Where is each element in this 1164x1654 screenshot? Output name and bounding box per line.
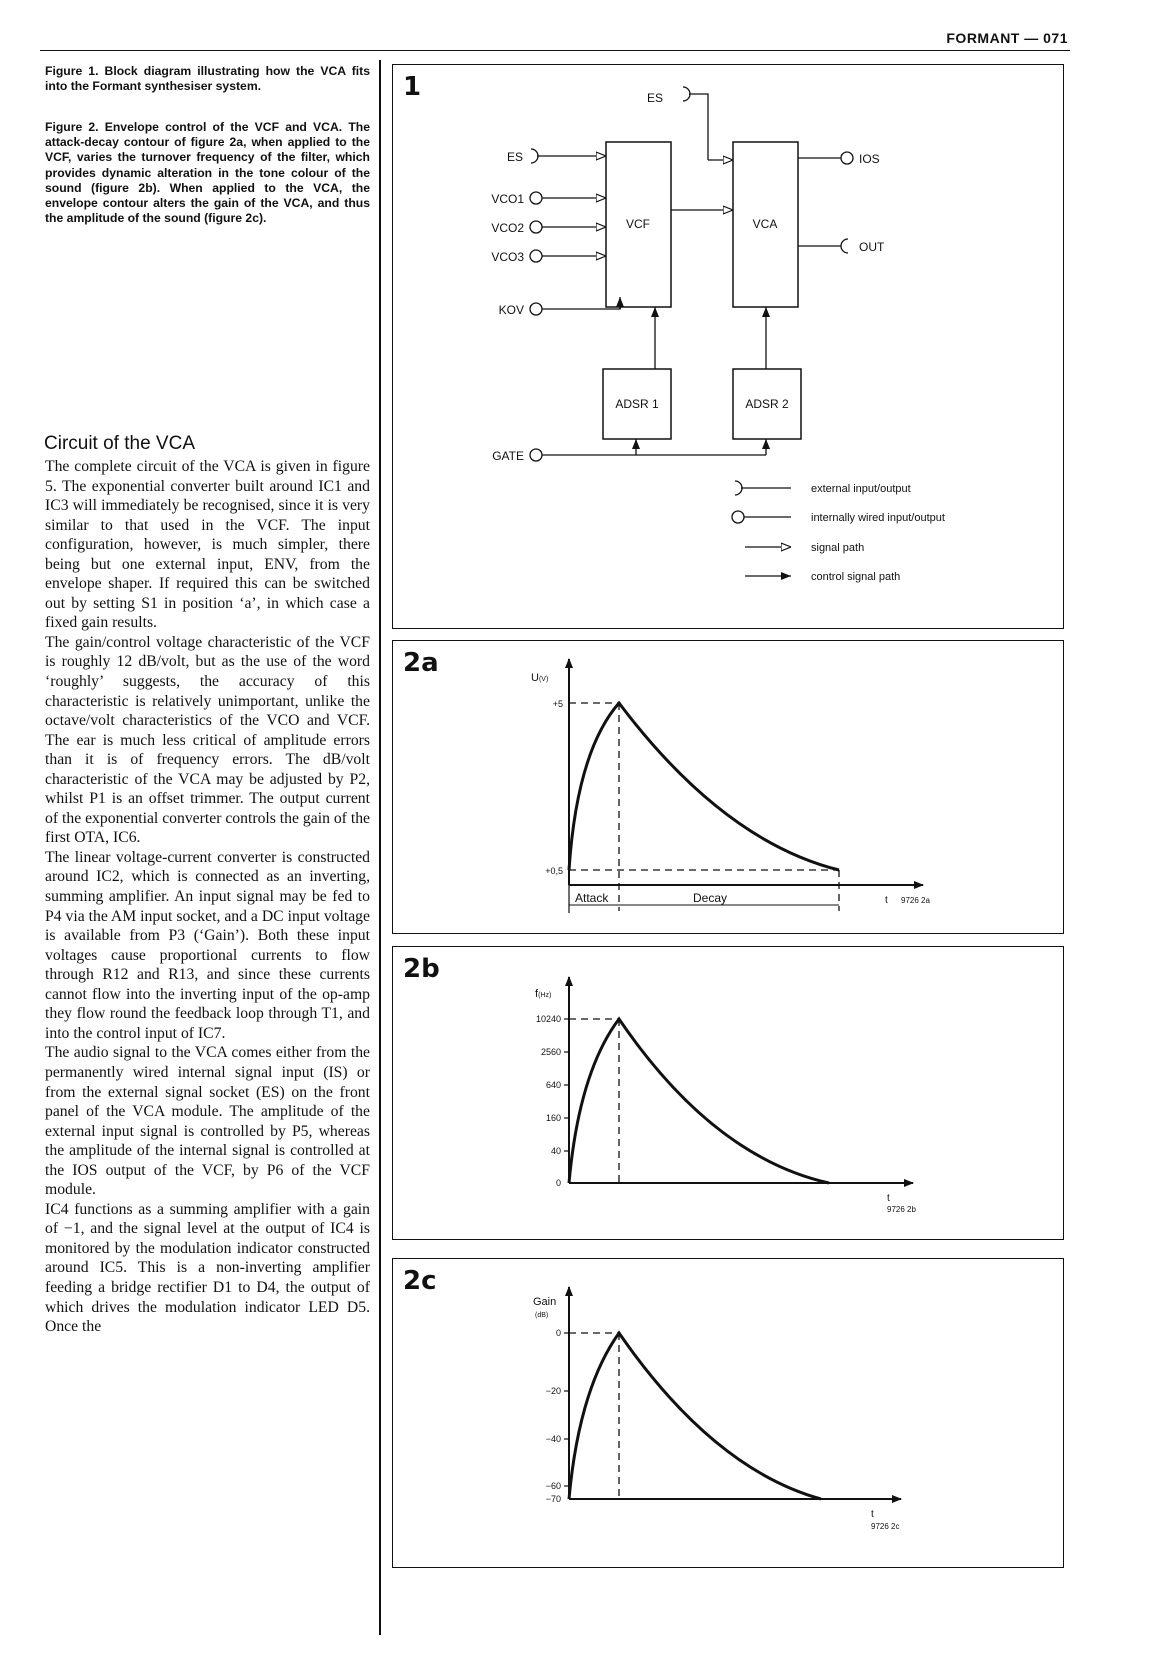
figure-1-caption: Figure 1. Block diagram illustrating how the VCA fits into the Formant synthesiser system. [45, 64, 370, 94]
gain-plot [393, 1259, 1065, 1569]
port-ios: IOS [859, 152, 880, 166]
figure-2b-panel [392, 946, 1064, 1240]
x-axis-label: t [871, 1509, 874, 1520]
running-title: FORMANT — 071 [946, 30, 1068, 46]
legend-external: external input/output [811, 483, 911, 495]
tick-label: −40 [545, 1434, 561, 1444]
paragraph: The audio signal to the VCA comes either from the permanently wired internal signal input (IS) or from the external signal socket (ES) on the front panel of the VCA module. The amplitude of the external input signal is controlled by P5, whereas the amplitude of the internal signal is controlled at the IOS output of the VCF, by P6 of the VCF module. [45, 1044, 370, 1199]
tick-label: 40 [550, 1146, 561, 1156]
gate-jack [530, 449, 542, 461]
y-axis-unit: (dB) [535, 1312, 549, 1319]
kov-jack [530, 303, 542, 315]
y-axis-label: U(V) [531, 672, 549, 684]
x-axis-label: t [887, 1193, 890, 1204]
figure-code: 9726 2c [871, 1522, 900, 1531]
vco1-jack [530, 192, 542, 204]
legend-external-symbol [735, 481, 742, 495]
tick-label: −60 [545, 1481, 561, 1491]
port-vco2: VCO2 [491, 221, 524, 235]
tick-label: −20 [545, 1386, 561, 1396]
gain-curve [569, 1333, 821, 1499]
legend-internal: internally wired input/output [811, 512, 945, 524]
wire [689, 94, 708, 160]
tick-label: 160 [545, 1113, 561, 1123]
attack-label: Attack [575, 891, 609, 905]
paragraph: The linear voltage-current converter is constructed around IC2, which is connected as an inverting, summing amplifier. An input signal may be fed to P4 via the AM input socket, and a DC input voltage is available from P3 (‘Gain’). Both these input voltages cause proportional currents to flow through R12 and R13, and since these currents cannot flow into the inverting input of the op-amp they flow round the feedback loop through T1, and into the control input of IC7. [45, 848, 370, 1042]
filter-frequency-plot [393, 947, 1065, 1241]
figure-number: 2c [403, 1266, 437, 1296]
port-es-top: ES [646, 91, 663, 105]
figure-number: 2b [403, 954, 440, 984]
figure-1-panel [392, 64, 1064, 629]
figure-2a-panel [392, 640, 1064, 934]
block-diagram [393, 65, 1065, 630]
paragraph: The gain/control voltage characteristic of the VCF is roughly 12 dB/volt, but as the use of the word ‘roughly’ suggests, the accuracy of this characteristic is relatively unimportant, unlike the octave/volt characteristics of the VCO and VCF. The ear is much less critical of amplitude errors than it is of frequency errors. The dB/volt characteristic of the VCA may be adjusted by P2, whilst P1 is an offset trimmer. The output current of the exponential converter controls the gain of the first OTA, IC6. [45, 633, 370, 847]
paragraph: The complete circuit of the VCA is given in figure 5. The exponential converter built around IC1 and IC3 will immediately be recognised, since it is very similar to that used in the VCF. The input configuration, however, is much simpler, there being but one external input, ENV, from the envelope shaper. If required this can be switched out by setting S1 in position ‘a’, in which case a fixed gain results. [45, 458, 370, 632]
port-es-left: ES [506, 150, 523, 164]
port-vco3: VCO3 [491, 250, 524, 264]
tick-label: 2560 [540, 1047, 561, 1057]
out-jack [841, 239, 848, 253]
figure-number: 2a [403, 648, 439, 678]
column-divider [379, 60, 381, 1635]
envelope-voltage-plot [393, 641, 1065, 935]
x-axis-label: t [885, 895, 888, 906]
es-left-jack [531, 149, 538, 163]
tick-label: 10240 [535, 1014, 561, 1024]
adsr2-label: ADSR 2 [745, 397, 789, 411]
body-text [45, 457, 370, 1337]
page-header [40, 28, 1070, 51]
legend-internal-symbol [732, 511, 744, 523]
figure-number: 1 [403, 72, 422, 102]
vcf-label: VCF [626, 217, 650, 231]
section-heading: Circuit of the VCA [44, 433, 195, 454]
figure-2-caption: Figure 2. Envelope control of the VCF and VCA. The attack-decay contour of figure 2a, when applied to the VCF, varies the turnover frequency of the filter, which provides dynamic alteration in the tone colour of the sound (figure 2b). When applied to the VCA, the envelope contour alters the gain of the VCA, and thus the amplitude of the sound (figure 2c). [45, 120, 370, 226]
port-vco1: VCO1 [491, 192, 524, 206]
tick-label: 0 [555, 1328, 561, 1338]
figure-2c-panel [392, 1258, 1064, 1568]
vco3-jack [530, 250, 542, 262]
tick-label: 640 [545, 1080, 561, 1090]
tick-label: +0,5 [545, 866, 563, 876]
figure-code: 9726 2b [887, 1205, 916, 1214]
legend-signal: signal path [811, 542, 865, 554]
port-kov: KOV [498, 303, 524, 317]
vca-label: VCA [752, 217, 778, 231]
figure-code: 9726 2a [901, 896, 930, 905]
port-gate: GATE [492, 449, 524, 463]
vco2-jack [530, 221, 542, 233]
tick-label: −70 [545, 1494, 561, 1504]
legend-control: control signal path [811, 571, 901, 583]
tick-label: +5 [552, 699, 563, 709]
adsr1-label: ADSR 1 [615, 397, 659, 411]
tick-label: 0 [555, 1178, 561, 1188]
port-out: OUT [859, 240, 885, 254]
envelope-curve [569, 703, 839, 870]
ios-jack [841, 152, 853, 164]
y-axis-label: f(Hz) [535, 988, 552, 1000]
y-axis-label: Gain [533, 1296, 557, 1308]
frequency-curve [569, 1019, 829, 1183]
paragraph: IC4 functions as a summing amplifier with a gain of −1, and the signal level at the output of IC4 is monitored by the modulation indicator constructed around IC5. This is a non-inverting amplifier feeding a bridge rectifier D1 to D4, the output of which drives the modulation indicator LED D5. Once the [45, 1200, 370, 1336]
es-top-jack [683, 87, 690, 101]
decay-label: Decay [693, 891, 728, 905]
